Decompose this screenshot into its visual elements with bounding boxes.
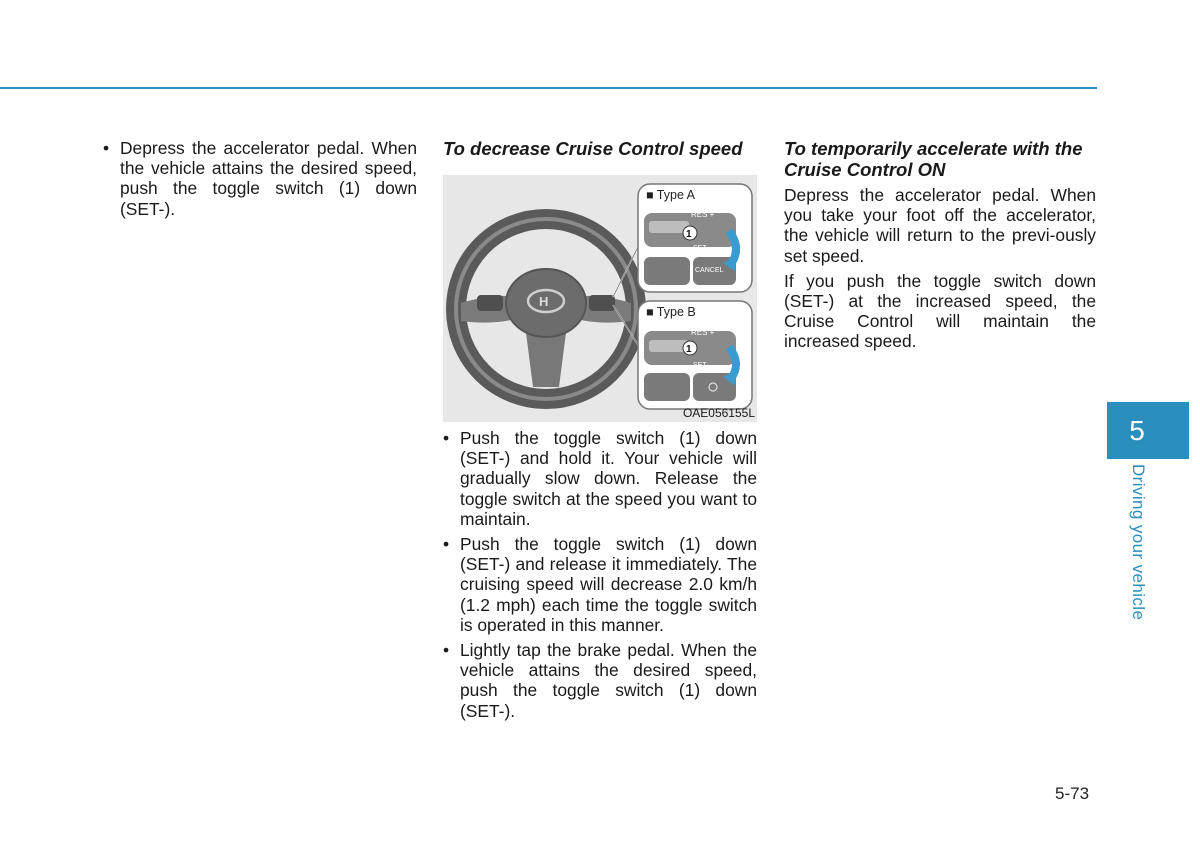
type-a-label: ■ Type A [646,188,696,202]
right-column [784,138,1096,357]
callout-number-b: 1 [686,344,692,355]
list-item: • Depress the accelerator pedal. When the vehicle attains the desired speed, push the toggle switch (1) down (SET-). [103,138,417,219]
steering-wheel-figure [443,175,757,422]
callout-number-a: 1 [686,229,692,240]
chapter-title: Driving your vehicle [1129,464,1148,621]
left-column [103,138,417,224]
list-item: • Push the toggle switch (1) down (SET-) and release it immediately. The cruising speed will decrease 2.0 km/h (1.2 mph) each time the toggle switch is operated in this manner. [443,534,757,635]
list-item: • Lightly tap the brake pedal. When the vehicle attains the desired speed, push the toggle switch (1) down (SET-). [443,640,757,721]
chapter-number: 5 [1129,414,1145,446]
paragraph: If you push the toggle switch down (SET-) at the increased speed, the Cruise Control will maintain the increased speed. [784,270,1096,352]
decrease-speed-heading: To decrease Cruise Control speed [443,138,743,159]
steering-wheel-illustration [443,175,757,422]
chapter-tab[interactable] [1107,402,1189,459]
middle-column [443,138,757,726]
header-rule [0,87,1097,89]
set-label-b: SET – [693,362,713,369]
res-label-a: RES + [691,210,715,219]
res-label-b: RES + [691,328,715,337]
svg-text:H: H [539,294,549,309]
paragraph: Depress the accelerator pedal. When you take your foot off the accelerator, the vehicle will return to the previ-ously set speed. [784,185,1096,266]
list-item: • Push the toggle switch (1) down (SET-) and hold it. Your vehicle will gradually slow down. Release the toggle switch at the speed you want to maintain. [443,428,757,529]
figure-code: OAE056155L [682,406,755,420]
set-label-a: SET – [693,245,713,252]
middle-bullet-list [443,428,757,721]
type-b-label: ■ Type B [646,305,696,319]
accelerate-heading: To temporarily accelerate with the Cruise Control ON [784,138,1083,180]
page-number: 5-73 [1055,784,1090,803]
cancel-label: CANCEL [695,267,724,274]
left-bullet-list [103,138,417,219]
